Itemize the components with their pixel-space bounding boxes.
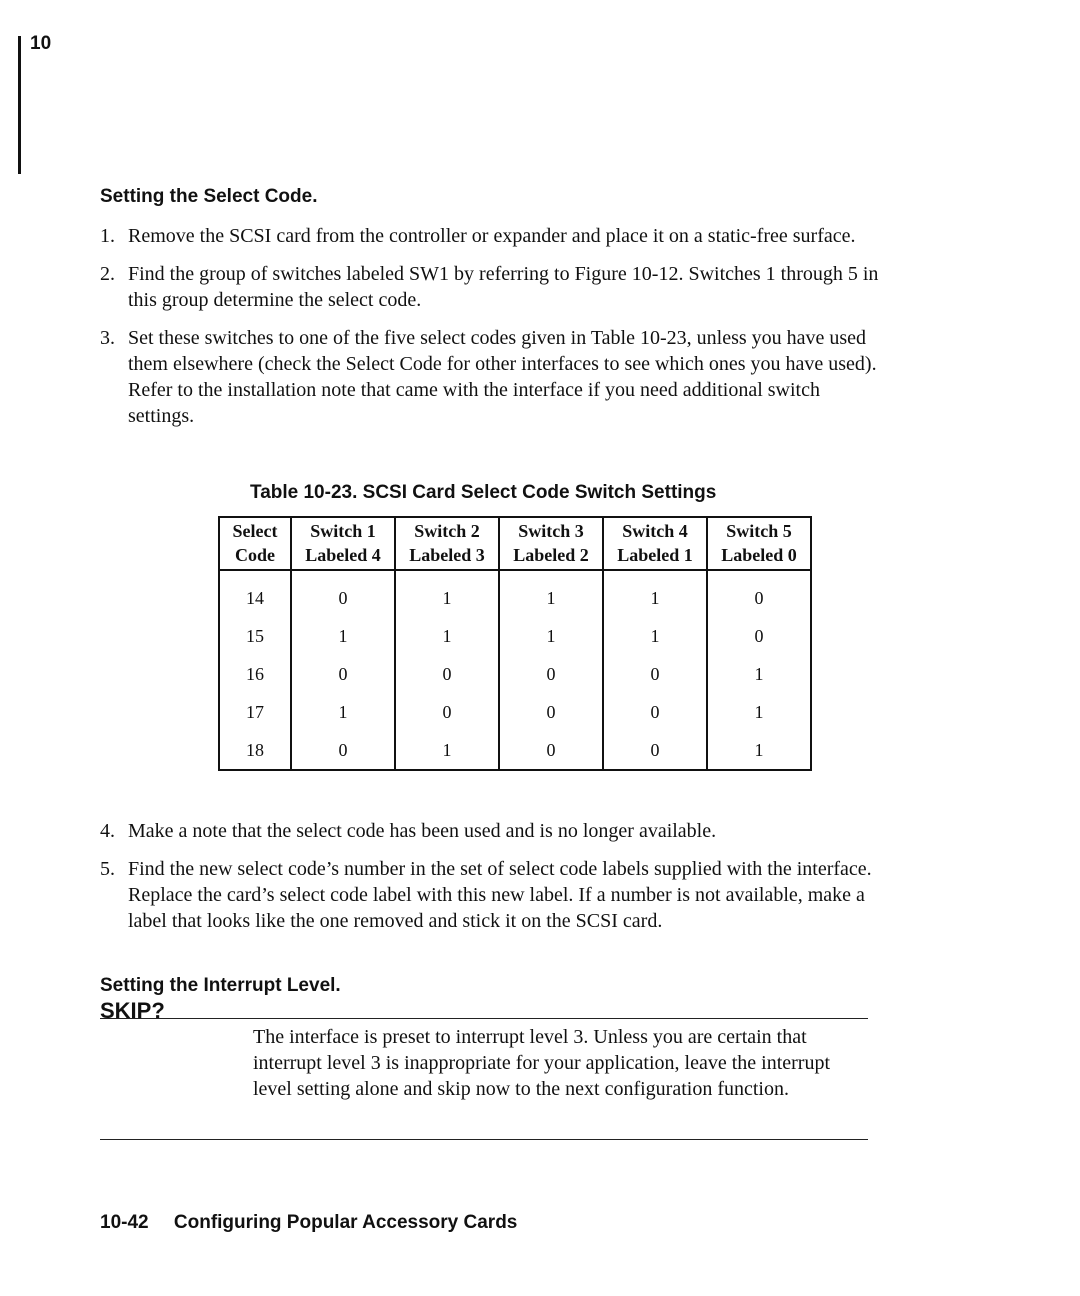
chapter-number: 10 — [30, 33, 52, 54]
table-cell: 0 — [291, 570, 395, 617]
table-cell: 0 — [603, 731, 707, 770]
table-cell: 1 — [603, 570, 707, 617]
table-row — [219, 731, 811, 770]
table-cell: 15 — [219, 617, 291, 655]
note-bottom-divider — [100, 1139, 868, 1140]
table-cell: 1 — [291, 693, 395, 731]
table-cell: 1 — [603, 617, 707, 655]
footer-chapter-title: Configuring Popular Accessory Cards — [173, 1212, 518, 1233]
header-line: Switch 4 — [622, 521, 688, 541]
table-cell: 1 — [499, 617, 603, 655]
table-cell: 0 — [499, 731, 603, 770]
step-text: Set these switches to one of the five select codes given in Table 10-23, unless you have used them elsewhere (check the Select Code for other interfaces to see which ones you have used). Refer to the installation note that came with the interface if you need additional switch settings. — [128, 327, 877, 427]
list-item — [100, 223, 880, 249]
header-switch-4 — [603, 517, 707, 570]
table-row — [219, 655, 811, 693]
step-number: 5. — [100, 858, 115, 880]
header-line: Code — [235, 545, 275, 565]
table-cell: 0 — [707, 570, 811, 617]
header-line: Select — [232, 521, 278, 541]
table-row — [219, 570, 811, 617]
step-text: Make a note that the select code has been used and is no longer available. — [128, 820, 717, 842]
table-cell: 1 — [291, 617, 395, 655]
step-number: 3. — [100, 327, 115, 349]
table-cell: 0 — [291, 731, 395, 770]
header-line: Labeled 0 — [721, 545, 797, 565]
section-heading-select-code: Setting the Select Code. — [100, 186, 318, 207]
page-footer — [100, 1212, 517, 1234]
note-text: The interface is preset to interrupt level 3. Unless you are certain that interrupt level 3 is inappropriate for your application, leave the interrupt level setting alone and skip now to the next configuration function. — [253, 1026, 831, 1100]
table-cell: 0 — [291, 655, 395, 693]
step-text: Find the group of switches labeled SW1 by referring to Figure 10-12. Switches 1 through 5 in this group determine the select code. — [128, 263, 879, 311]
table-header-row — [219, 517, 811, 570]
header-switch-1 — [291, 517, 395, 570]
switch-settings-table — [218, 516, 812, 771]
table-cell: 0 — [707, 617, 811, 655]
table-cell: 16 — [219, 655, 291, 693]
header-switch-3 — [499, 517, 603, 570]
table-cell: 14 — [219, 570, 291, 617]
table-row — [219, 617, 811, 655]
table-cell: 0 — [395, 693, 499, 731]
table-cell: 1 — [707, 655, 811, 693]
header-line: Labeled 1 — [617, 545, 693, 565]
table-cell: 17 — [219, 693, 291, 731]
table-cell: 1 — [499, 570, 603, 617]
table-cell: 1 — [707, 693, 811, 731]
header-line: Switch 2 — [414, 521, 480, 541]
table-cell: 0 — [499, 693, 603, 731]
table-cell: 1 — [707, 731, 811, 770]
table-cell: 0 — [603, 693, 707, 731]
table-cell: 18 — [219, 731, 291, 770]
header-switch-5 — [707, 517, 811, 570]
header-line: Switch 5 — [726, 521, 792, 541]
table-cell: 1 — [395, 617, 499, 655]
list-item — [100, 856, 880, 934]
steps-list-first — [100, 223, 880, 441]
list-item — [100, 325, 880, 429]
note-top-divider — [100, 1018, 868, 1019]
step-number: 2. — [100, 263, 115, 285]
list-item — [100, 261, 880, 313]
note-label: SKIP? — [100, 998, 165, 1023]
table-cell: 1 — [395, 570, 499, 617]
list-item — [100, 818, 880, 844]
table-cell: 0 — [499, 655, 603, 693]
chapter-tab-bar — [18, 36, 21, 174]
step-text: Remove the SCSI card from the controller or expander and place it on a static-free surface. — [128, 225, 856, 247]
header-line: Switch 1 — [310, 521, 376, 541]
footer-page-number: 10-42 — [100, 1212, 149, 1233]
header-line: Labeled 2 — [513, 545, 589, 565]
table-cell: 1 — [395, 731, 499, 770]
step-number: 4. — [100, 820, 115, 842]
header-line: Labeled 4 — [305, 545, 381, 565]
step-number: 1. — [100, 225, 115, 247]
table-title: Table 10-23. SCSI Card Select Code Switch Settings — [250, 482, 717, 503]
section-heading-interrupt-level: Setting the Interrupt Level. — [100, 975, 341, 996]
table-row — [219, 693, 811, 731]
header-line: Switch 3 — [518, 521, 584, 541]
header-line: Labeled 3 — [409, 545, 485, 565]
table-cell: 0 — [395, 655, 499, 693]
steps-list-second — [100, 818, 880, 946]
header-select-code — [219, 517, 291, 570]
header-switch-2 — [395, 517, 499, 570]
table-cell: 0 — [603, 655, 707, 693]
step-text: Find the new select code’s number in the set of select code labels supplied with the interface. Replace the card’s select code label with this new label. If a number is not available, make a label that looks like the one removed and stick it on the SCSI card. — [128, 858, 872, 932]
